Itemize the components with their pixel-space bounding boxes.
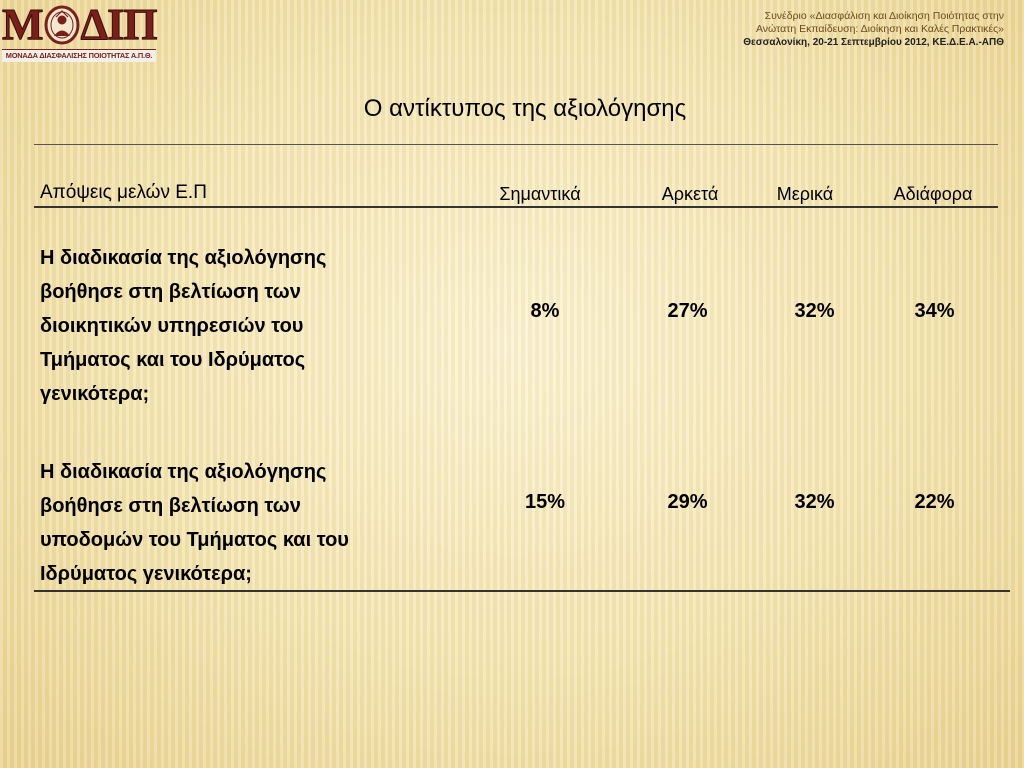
slide-title: Ο αντίκτυπος της αξιολόγησης: [363, 95, 687, 122]
logo-letter-d: Δ: [80, 0, 108, 49]
conference-line-3: Θεσσαλονίκη, 20-21 Σεπτεμβρίου 2012, ΚΕ.Δ.Ε.Α.-ΑΠΘ: [743, 37, 1004, 48]
conference-header: [584, 10, 1004, 49]
table-bottom-divider: [34, 590, 1010, 592]
university-seal-icon: [44, 5, 80, 45]
row-label-administrative-services: [40, 241, 450, 411]
row-label-line: Η διαδικασία της αξιολόγησης: [40, 461, 327, 483]
logo-letter-m: Μ: [2, 0, 43, 49]
cell-value: 29%: [667, 491, 708, 513]
conference-line-2: Ανώτατη Εκπαίδευση: Διοίκηση και Καλές Πρακτικές»: [755, 23, 1004, 35]
cell-value: 22%: [914, 491, 955, 513]
row-label-line: υποδομών του Τμήματος και του: [40, 529, 349, 551]
conference-line-1: Συνέδριο «Διασφάλιση και Διοίκηση Ποιότητας στην: [764, 10, 1004, 22]
column-header-significant: Σημαντικά: [499, 184, 581, 204]
title-divider: [34, 144, 998, 145]
logo-letter-i: Ι: [107, 0, 124, 49]
cell-value: 15%: [524, 491, 566, 513]
column-header-indifferent: Αδιάφορα: [893, 184, 973, 204]
cell-value: 34%: [914, 300, 955, 322]
cell-value: 32%: [794, 300, 835, 322]
cell-value: 8%: [530, 300, 560, 322]
row-label-line: γενικότερα;: [40, 383, 150, 405]
table-header-divider: [34, 206, 998, 208]
cell-value: 32%: [794, 491, 835, 513]
cell-value: 27%: [667, 300, 708, 322]
modip-logo: [2, 0, 157, 62]
row-label-line: βοήθησε στη βελτίωση των: [40, 281, 301, 303]
row-label-line: Η διαδικασία της αξιολόγησης: [40, 247, 327, 269]
column-header-partly: Μερικά: [776, 184, 834, 204]
row-label-infrastructure: [40, 455, 450, 591]
logo-letter-p: Π: [123, 0, 157, 49]
table-row-header: Απόψεις μελών Ε.Π: [40, 182, 207, 203]
column-header-quite: Αρκετά: [661, 184, 719, 204]
row-label-line: Τμήματος και του Ιδρύματος: [40, 349, 306, 371]
row-label-line: βοήθησε στη βελτίωση των: [40, 495, 301, 517]
row-label-line: διοικητικών υπηρεσιών του: [40, 315, 304, 337]
logo-wordmark: [2, 0, 157, 49]
row-label-line: Ιδρύματος γενικότερα;: [40, 563, 252, 585]
logo-tagline: ΜΟΝΑΔΑ ΔΙΑΣΦΑΛΙΣΗΣ ΠΟΙΟΤΗΤΑΣ Α.Π.Θ.: [2, 49, 156, 62]
